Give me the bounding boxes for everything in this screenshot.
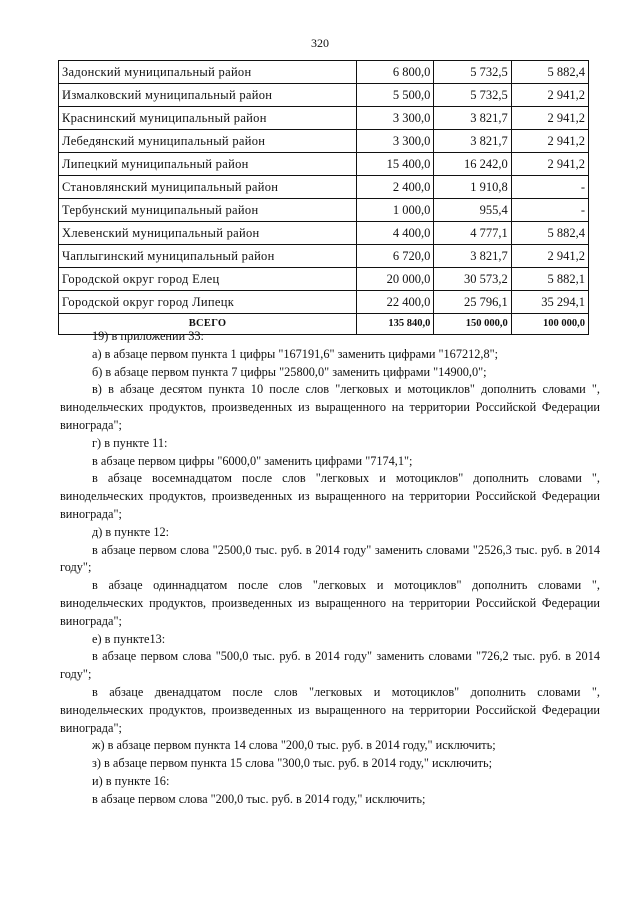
value-cell-3: 35 294,1	[511, 291, 588, 314]
table-body	[59, 61, 589, 335]
paragraph: в абзаце первом слова "500,0 тыс. руб. в 2014 году" заменить словами "726,2 тыс. руб. в 2014 году";	[60, 649, 600, 682]
table-row	[59, 84, 589, 107]
district-name-cell: Становлянский муниципальный район	[59, 176, 357, 199]
district-name-cell: Городской округ город Липецк	[59, 291, 357, 314]
value-cell-3: 5 882,4	[511, 61, 588, 84]
paragraph: в абзаце первом цифры "6000,0" заменить цифрами "7174,1";	[92, 453, 413, 468]
value-cell-3: 2 941,2	[511, 107, 588, 130]
paragraph: в абзаце двенадцатом после слов "легковых и мотоциклов" дополнить словами ", винодельческих продуктов, произведенных из выращенного на территории Российской Федерации винограда";	[60, 684, 600, 735]
value-cell-1: 2 400,0	[357, 176, 434, 199]
value-cell-1: 3 300,0	[357, 107, 434, 130]
paragraph: в абзаце первом слова "2500,0 тыс. руб. в 2014 году" заменить словами "2526,3 тыс. руб. в 2014 году";	[60, 542, 600, 575]
district-name-cell: Хлевенский муниципальный район	[59, 222, 357, 245]
value-cell-1: 6 800,0	[357, 61, 434, 84]
value-cell-1: 5 500,0	[357, 84, 434, 107]
table-row	[59, 222, 589, 245]
value-cell-1: 4 400,0	[357, 222, 434, 245]
district-name-cell: Краснинский муниципальный район	[59, 107, 357, 130]
paragraph: д) в пункте 12:	[92, 524, 170, 539]
paragraph: г) в пункте 11:	[92, 435, 168, 450]
table-row	[59, 199, 589, 222]
value-cell-3: 2 941,2	[511, 153, 588, 176]
value-cell-1: 3 300,0	[357, 130, 434, 153]
district-name-cell: Лебедянский муниципальный район	[59, 130, 357, 153]
paragraph: ж) в абзаце первом пункта 14 слова "200,0 тыс. руб. в 2014 году," исключить;	[92, 738, 496, 753]
value-cell-3: 100 000,0	[511, 314, 588, 335]
paragraph: 19) в приложении 33:	[92, 329, 204, 343]
paragraph: е) в пункте13:	[92, 631, 166, 646]
paragraph: б) в абзаце первом пункта 7 цифры "25800,0" заменить цифрами "14900,0";	[92, 364, 487, 379]
value-cell-2: 150 000,0	[434, 314, 511, 335]
paragraph: в) в абзаце десятом пункта 10 после слов "легковых и мотоциклов" дополнить словами ", винодельческих продуктов, произведенных из выращенного на территории Российской Федерации винограда";	[60, 382, 600, 432]
value-cell-2: 955,4	[434, 199, 511, 222]
table-row	[59, 176, 589, 199]
table-row	[59, 268, 589, 291]
value-cell-2: 3 821,7	[434, 107, 511, 130]
value-cell-2: 4 777,1	[434, 222, 511, 245]
paragraph: в абзаце одиннадцатом после слов "легковых и мотоциклов" дополнить словами ", винодельческих продуктов, произведенных из выращенного на территории Российской Федерации винограда";	[60, 578, 600, 628]
value-cell-2: 1 910,8	[434, 176, 511, 199]
paragraph: в абзаце первом слова "200,0 тыс. руб. в 2014 году," исключить;	[92, 791, 426, 806]
page-number: 320	[311, 36, 329, 50]
table-row	[59, 130, 589, 153]
amendment-text	[60, 328, 600, 809]
district-name-cell: Чаплыгинский муниципальный район	[59, 245, 357, 268]
district-name-cell: Городской округ город Елец	[59, 268, 357, 291]
district-name-cell: ВСЕГО	[59, 314, 357, 335]
table-row	[59, 245, 589, 268]
value-cell-1: 20 000,0	[357, 268, 434, 291]
value-cell-3: -	[511, 199, 588, 222]
value-cell-2: 3 821,7	[434, 245, 511, 268]
district-name-cell: Измалковский муниципальный район	[59, 84, 357, 107]
value-cell-3: 5 882,4	[511, 222, 588, 245]
table-row	[59, 153, 589, 176]
value-cell-3: 2 941,2	[511, 245, 588, 268]
paragraph: в абзаце восемнадцатом после слов "легковых и мотоциклов" дополнить словами ", винодельческих продуктов, произведенных из выращенного на территории Российской Федерации винограда";	[60, 471, 600, 521]
value-cell-3: 2 941,2	[511, 130, 588, 153]
table-row	[59, 107, 589, 130]
value-cell-1: 15 400,0	[357, 153, 434, 176]
value-cell-2: 3 821,7	[434, 130, 511, 153]
district-name-cell: Тербунский муниципальный район	[59, 199, 357, 222]
table-row	[59, 291, 589, 314]
value-cell-2: 30 573,2	[434, 268, 511, 291]
district-name-cell: Задонский муниципальный район	[59, 61, 357, 84]
value-cell-1: 22 400,0	[357, 291, 434, 314]
budget-table	[58, 60, 589, 335]
paragraph: и) в пункте 16:	[92, 773, 170, 788]
paragraph: з) в абзаце первом пункта 15 слова "300,0 тыс. руб. в 2014 году," исключить;	[92, 756, 493, 771]
value-cell-1: 135 840,0	[357, 314, 434, 335]
value-cell-1: 6 720,0	[357, 245, 434, 268]
value-cell-2: 25 796,1	[434, 291, 511, 314]
paragraph: а) в абзаце первом пункта 1 цифры "167191,6" заменить цифрами "167212,8";	[92, 346, 499, 361]
value-cell-2: 5 732,5	[434, 84, 511, 107]
table-row	[59, 61, 589, 84]
value-cell-3: -	[511, 176, 588, 199]
value-cell-1: 1 000,0	[357, 199, 434, 222]
value-cell-2: 16 242,0	[434, 153, 511, 176]
value-cell-2: 5 732,5	[434, 61, 511, 84]
value-cell-3: 2 941,2	[511, 84, 588, 107]
district-name-cell: Липецкий муниципальный район	[59, 153, 357, 176]
value-cell-3: 5 882,1	[511, 268, 588, 291]
